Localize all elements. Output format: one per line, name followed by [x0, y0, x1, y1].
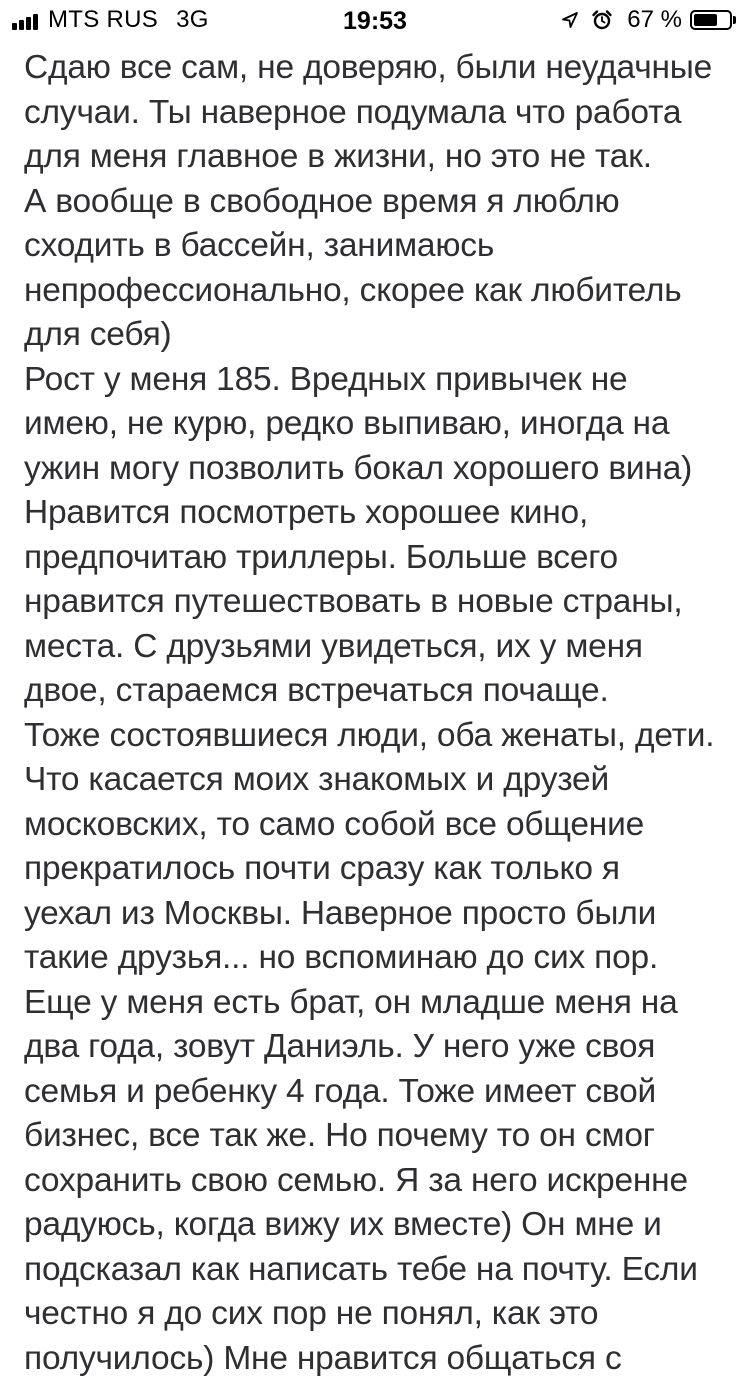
- location-arrow-icon: [561, 11, 579, 29]
- battery-percent: 67 %: [627, 6, 682, 34]
- message-line: радуюсь, когда вижу их вместе) Он мне и: [24, 1203, 744, 1248]
- message-line: ужин могу позволить бокал хорошего вина): [24, 447, 744, 492]
- message-line: Сдаю все сам, не доверяю, были неудачные: [24, 46, 744, 91]
- message-line: Нравится посмотреть хорошее кино,: [24, 491, 744, 536]
- message-line: сохранить свою семью. Я за него искренне: [24, 1159, 744, 1204]
- network-type: 3G: [176, 6, 209, 34]
- message-line: такие друзья... но вспоминаю до сих пор.: [24, 936, 744, 981]
- message-line: московских, то само собой все общение: [24, 803, 744, 848]
- message-line: имею, не курю, редко выпиваю, иногда на: [24, 402, 744, 447]
- battery-level-fill: [694, 14, 717, 26]
- message-line: бизнес, все так же. Но почему то он смог: [24, 1114, 744, 1159]
- message-line: получилось) Мне нравится общаться с: [24, 1337, 744, 1381]
- message-line: Еще у меня есть брат, он младше меня на: [24, 981, 744, 1026]
- status-time: 19:53: [0, 7, 750, 36]
- message-text: [24, 46, 744, 1381]
- message-line: Что касается моих знакомых и друзей: [24, 758, 744, 803]
- message-line: для себя): [24, 313, 744, 358]
- message-line: прекратилось почти сразу как только я: [24, 847, 744, 892]
- message-line: случаи. Ты наверное подумала что работа: [24, 91, 744, 136]
- alarm-clock-icon: [591, 9, 613, 31]
- message-line: места. С друзьями увидеться, их у меня: [24, 625, 744, 670]
- message-line: А вообще в свободное время я люблю: [24, 180, 744, 225]
- carrier-name: MTS RUS: [48, 6, 158, 34]
- message-line: для меня главное в жизни, но это не так.: [24, 135, 744, 180]
- message-line: подсказал как написать тебе на почту. Если: [24, 1248, 744, 1293]
- battery-icon: [690, 10, 732, 30]
- message-line: предпочитаю триллеры. Больше всего: [24, 536, 744, 581]
- message-line: сходить в бассейн, занимаюсь: [24, 224, 744, 269]
- message-line: честно я до сих пор не понял, как это: [24, 1292, 744, 1337]
- message-line: Тоже состоявшиеся люди, оба женаты, дети.: [24, 714, 744, 759]
- message-line: непрофессионально, скорее как любитель: [24, 269, 744, 314]
- message-line: Рост у меня 185. Вредных привычек не: [24, 358, 744, 403]
- message-line: нравится путешествовать в новые страны,: [24, 580, 744, 625]
- battery-tip: [733, 16, 736, 24]
- message-line: два года, зовут Даниэль. У него уже своя: [24, 1025, 744, 1070]
- message-line: уехал из Москвы. Наверное просто были: [24, 892, 744, 937]
- message-line: семья и ребенку 4 года. Тоже имеет свой: [24, 1070, 744, 1115]
- message-line: двое, стараемся встречаться почаще.: [24, 669, 744, 714]
- status-right: [561, 7, 736, 33]
- status-bar: [0, 0, 750, 40]
